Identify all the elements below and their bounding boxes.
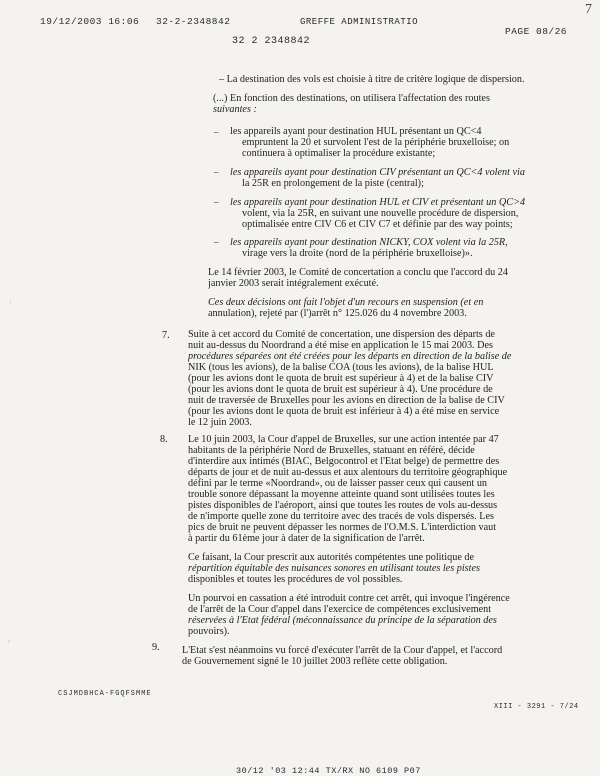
text-line: d'interdire aux intimés (BIAC, Belgocontrol et l'Etat belge) de permettre des [188, 456, 500, 467]
paragraph-number-7: 7. [162, 330, 170, 341]
text-line: les appareils ayant pour destination HUL et CIV et présentant un QC>4 [230, 197, 526, 208]
text-line: virage vers la droite (nord de la périphérie bruxelloise)». [242, 248, 473, 259]
text-line: procédures séparées ont été créées pour les départs en direction de la balise de [188, 351, 512, 362]
text-line: (pour les avions dont le quota de bruit est supérieur à 4). Une procédure de [188, 384, 493, 395]
paragraph-number-9: 9. [152, 642, 160, 653]
text-line: de Gouvernement signé le 10 juillet 2003 reflète cette obligation. [182, 656, 448, 667]
text-line: les appareils ayant pour destination CIV présentant un QC<4 volent via [230, 167, 525, 178]
fax-datetime: 19/12/2003 16:06 [40, 16, 140, 27]
text-line: volent, via la 25R, en suivant une nouvelle procédure de dispersion, [242, 208, 519, 219]
text-line: Le 14 février 2003, le Comité de concertation a conclu que l'accord du 24 [208, 267, 508, 278]
text-line: les appareils ayant pour destination HUL présentant un QC<4 [230, 126, 482, 137]
text-line: Ces deux décisions ont fait l'objet d'un recours en suspension (et en [208, 297, 484, 308]
bullet-1: – [214, 127, 219, 137]
text-line: (...) En fonction des destinations, on utilisera l'affectation des routes [213, 93, 490, 104]
fax-number: 32-2-2348842 [156, 16, 231, 27]
scan-speck [10, 300, 11, 304]
text-line: optimalisée entre CIV C6 et CIV C7 et définie par des way points; [242, 219, 513, 230]
text-line: défini par le terme «Noordrand», ou de laisser passer ceux qui causent un [188, 478, 488, 489]
text-line: Ce faisant, la Cour prescrit aux autorités compétentes une politique de [188, 552, 475, 563]
text-line: annulation), rejeté par (l')arrêt n° 125.026 du 4 novembre 2003. [208, 308, 467, 319]
scan-speck [8, 640, 10, 643]
text-line: Un pourvoi en cassation a été introduit contre cet arrêt, qui invoque l'ingérence [188, 593, 510, 604]
text-line: Le 10 juin 2003, la Cour d'appel de Bruxelles, sur une action intentée par 47 [188, 434, 499, 445]
footer-left-code: CSJMDBHCA-FGQFSMME [58, 690, 152, 698]
text-line: départs de jour et de nuit au-dessus et aux alentours du territoire géographique [188, 467, 508, 478]
text-line: les appareils ayant pour destination NICKY, COX volent via la 25R, [230, 237, 508, 248]
text-line: la 25R en prolongement de la piste (central); [242, 178, 424, 189]
text-line: répartition équitable des nuisances sonores en utilisant toutes les pistes [188, 563, 480, 574]
footer-transmission: 30/12 '03 12:44 TX/RX NO 6109 P07 [236, 766, 421, 776]
fax-page-number: PAGE 08/26 [505, 26, 568, 37]
text-line: pouvoirs). [188, 626, 230, 637]
bullet-4: – [214, 237, 219, 247]
text-line: pics de bruit ne peuvent dépasser les normes de l'O.M.S. L'interdiction vaut [188, 522, 497, 533]
text-line: nuit de traversée de Bruxelles pour les avions en direction de la balise de CIV [188, 395, 505, 406]
corner-mark: 7 [585, 2, 592, 17]
fax-number-secondary: 32 2 2348842 [232, 36, 311, 47]
text-line: de l'arrêt de la Cour d'appel dans l'exercice de compétences exclusivement [188, 604, 492, 615]
text-line: (pour les avions dont le quota de bruit est inférieur à 4) a été mise en service [188, 406, 500, 417]
text-line: pistes disponibles de l'aéroport, ainsi que toutes les routes de vols au-dessus [188, 500, 498, 511]
text-line: réservées à l'Etat fédéral (méconnaissance du principe de la séparation des [188, 615, 497, 626]
bullet-3: – [214, 197, 219, 207]
bullet-2: – [214, 167, 219, 177]
text-line: empruntent la 20 et survolent l'est de la périphérie bruxelloise; on [242, 137, 510, 148]
text-line: Suite à cet accord du Comité de concertation, une dispersion des départs de [188, 329, 495, 340]
footer-right-code: XIII - 3291 - 7/24 [494, 703, 579, 711]
text-line: continuera à optimaliser la procédure existante; [242, 148, 436, 159]
text-line: habitants de la périphérie Nord de Bruxelles, statuant en référé, décide [188, 445, 475, 456]
text-line: (pour les avions dont le quota de bruit est supérieur à 4) et de la balise CIV [188, 373, 494, 384]
text-line: – La destination des vols est choisie à titre de critère logique de dispersion. [219, 74, 525, 85]
text-line: nuit au-dessus du Noordrand a été mise en application le 15 mai 2003. Des [188, 340, 493, 351]
text-line: suivantes : [213, 104, 257, 115]
text-line: L'Etat s'est néanmoins vu forcé d'exécuter l'arrêt de la Cour d'appel, et l'accord [182, 645, 503, 656]
text-line: disponibles et toutes les procédures de vol possibles. [188, 574, 403, 585]
text-line: janvier 2003 serait intégralement exécuté. [208, 278, 379, 289]
text-line: le 12 juin 2003. [188, 417, 252, 428]
paragraph-number-8: 8. [160, 434, 168, 445]
fax-sender: GREFFE ADMINISTRATIO [300, 17, 419, 27]
text-line: de n'importe quelle zone du territoire avec des tracés de vols dispersés. Les [188, 511, 494, 522]
text-line: trouble sonore dépassant la moyenne atteinte quand sont utilisées toutes les [188, 489, 495, 500]
text-line: à partir du 61ème jour à dater de la signification de l'arrêt. [188, 533, 425, 544]
text-line: NIK (tous les avions), de la balise COA (tous les avions), de la balise HUL [188, 362, 494, 373]
